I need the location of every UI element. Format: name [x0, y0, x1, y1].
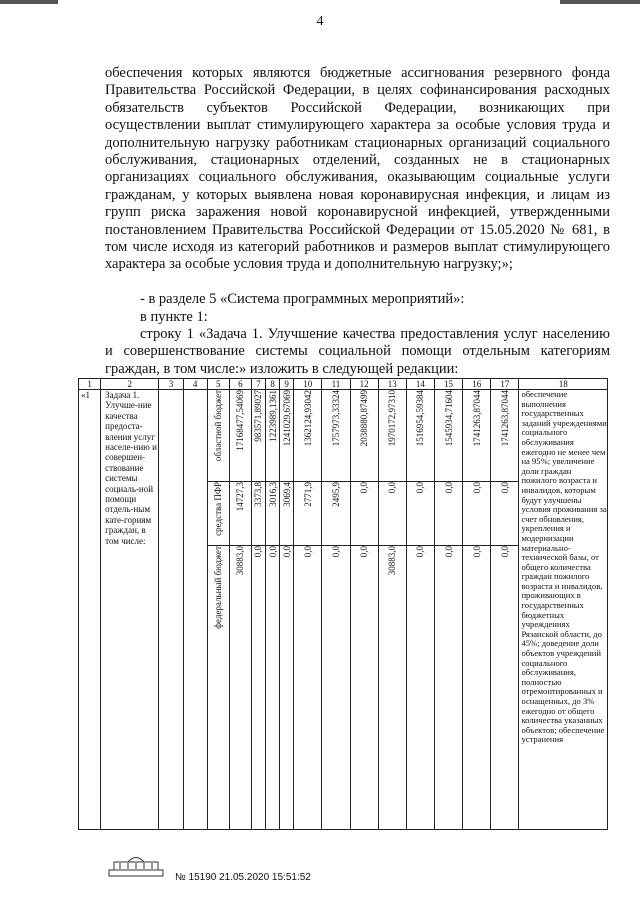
value-cell: 0,0	[302, 546, 313, 558]
value-cell: 0,0	[281, 546, 292, 558]
paragraph-2: - в разделе 5 «Система программных мероприятий»:	[140, 291, 465, 307]
col-header: 14	[406, 379, 434, 390]
source-label: федеральный бюджет	[213, 546, 224, 629]
paragraph-4: строку 1 «Задача 1. Улучшение качества предоставления услуг населению и совершенствование системы социальной помощи отдельным категориям граждан, в том числе:» изложить в следующей редакции:	[105, 326, 610, 377]
col-header: 16	[463, 379, 491, 390]
value-cell: 17168477,54069	[235, 390, 246, 451]
col-header: 10	[294, 379, 322, 390]
col-header: 18	[519, 379, 608, 390]
value-cell: 0,0	[253, 546, 264, 558]
scan-mark-right	[560, 0, 640, 4]
value-cell: 1362124,93042	[302, 390, 313, 447]
value-cell: 14727,3	[235, 482, 246, 512]
col-header: 4	[183, 379, 207, 390]
col-header: 5	[207, 379, 229, 390]
value-cell: 0,0	[471, 482, 482, 494]
value-cell: 1741263,87044	[471, 390, 482, 447]
expected-results: обеспечение выполнения государственных заданий учреждениями социального обслуживания ежегодно не менее чем на 95%; увеличение доли граждан пожилого возраста и инвалидов, которым будут улучшены условия проживания за счет обновления, укрепления и модернизации материально-технической базы, от общего количества граждан пожилого возраста и инвалидов, проживающих в государственных бюджетных учреждениях Рязанской области, до 45%; доведение доли объектов учреждений социального обслуживания, полностью отремонтированных и оснащенных, до 3% ежегодно от общего количества указанных объектов; обеспечение устранения	[519, 390, 608, 830]
page-number: 4	[316, 14, 324, 29]
value-cell: 0,0	[415, 546, 426, 558]
value-cell: 1545934,71604	[443, 390, 454, 447]
value-cell: 30883,0	[387, 546, 398, 576]
col-header: 8	[266, 379, 280, 390]
value-cell: 0,0	[359, 546, 370, 558]
col-header: 9	[280, 379, 294, 390]
table-header-row	[79, 379, 608, 390]
col-header: 6	[229, 379, 251, 390]
col-header: 3	[159, 379, 183, 390]
scan-mark-left	[0, 0, 58, 4]
value-cell: 3069,4	[281, 482, 292, 507]
government-seal-icon	[108, 852, 164, 878]
value-cell: 1757973,33324	[330, 390, 341, 447]
value-cell: 3373,8	[253, 482, 264, 507]
value-cell: 0,0	[443, 546, 454, 558]
value-cell: 0,0	[499, 482, 510, 494]
value-cell: 1741263,87044	[499, 390, 510, 447]
value-cell: 2495,9	[330, 482, 341, 507]
source-label: средства ПФР	[213, 482, 224, 536]
col-header: 12	[350, 379, 378, 390]
source-cell	[207, 390, 229, 482]
value-cell: 1223989,1361	[267, 390, 278, 442]
value-cell: 0,0	[387, 482, 398, 494]
task-description: Задача 1. Улучше-ние качества предоста-вления услуг населе-нию и совершен-ствование системы социаль-ной помощи отдель-ным кате-гориям граждан, в том числе:	[101, 390, 159, 830]
source-cell	[207, 482, 229, 546]
value-cell: 0,0	[415, 482, 426, 494]
col-header: 7	[251, 379, 265, 390]
registration-stamp: № 15190 21.05.2020 15:51:52	[175, 872, 311, 883]
value-cell: 0,0	[499, 546, 510, 558]
col-header: 2	[101, 379, 159, 390]
value-cell: 0,0	[267, 546, 278, 558]
empty-cell	[159, 390, 183, 830]
col-header: 15	[434, 379, 462, 390]
value-cell: 2771,9	[302, 482, 313, 507]
value-cell: 0,0	[359, 482, 370, 494]
value-cell: 2038880,87499	[359, 390, 370, 447]
value-cell: 0,0	[471, 546, 482, 558]
row-number: «1	[79, 390, 101, 830]
col-header: 1	[79, 379, 101, 390]
value-cell: 0,0	[443, 482, 454, 494]
empty-cell	[183, 390, 207, 830]
col-header: 11	[322, 379, 350, 390]
table-row	[79, 390, 608, 482]
source-label: областной бюджет	[213, 390, 224, 462]
value-cell: 1970172,97310	[387, 390, 398, 447]
paragraph-3: в пункте 1:	[140, 309, 208, 325]
value-cell: 3016,3	[267, 482, 278, 507]
source-cell	[207, 546, 229, 830]
value-cell: 0,0	[330, 546, 341, 558]
program-table	[78, 378, 608, 830]
value-cell: 30883,0	[235, 546, 246, 576]
col-header: 13	[378, 379, 406, 390]
value-cell: 1241029,67069	[281, 390, 292, 447]
paragraph-1: обеспечения которых являются бюджетные ассигнования резервного фонда Правительства Российской Федерации, в целях софинансирования расходных обязательств субъектов Российской Федерации, возникающих при осуществлении выплат стимулирующего характера за особые условия труда и дополнительную нагрузку работникам стационарных организаций социального обслуживания, стационарных отделений, созданных не в стационарных организациях социального обслуживания, оказывающим социальные услуги гражданам, у которых выявлена новая коронавирусная инфекция, и лицам из групп риска заражения новой коронавирусной инфекцией, утвержденными постановлением Правительства Российской Федерации от 15.05.2020 № 681, в том числе исходя из категорий работников и размеров выплат стимулирующего характера за особые условия труда и дополнительную нагрузку;»;	[105, 65, 610, 273]
value-cell: 1516954,59384	[415, 390, 426, 447]
value-cell: 983571,89027	[253, 390, 264, 442]
col-header: 17	[491, 379, 519, 390]
